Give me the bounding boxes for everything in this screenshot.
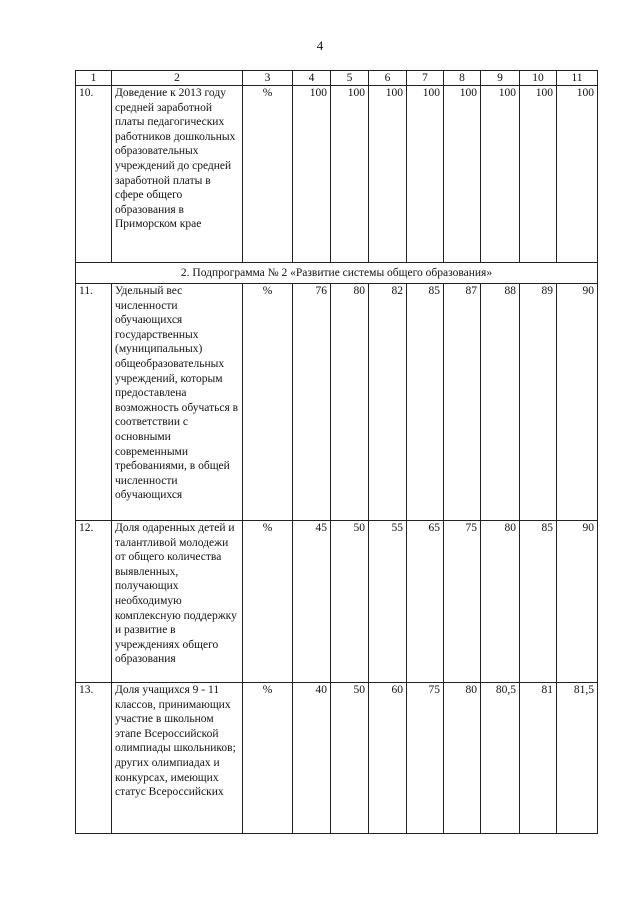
value-cell: 85 xyxy=(407,284,444,521)
header-cell: 8 xyxy=(444,71,481,86)
value-cell: 100 xyxy=(481,86,520,263)
value-cell: 45 xyxy=(293,521,331,683)
indicator-name: Доля одаренных детей и талантливой молодежи от общего количества выявленных, получающих необходимую комплексную поддержку и развитие в учреждениях общего образования xyxy=(112,521,243,683)
row-number: 13. xyxy=(76,683,112,834)
header-cell: 9 xyxy=(481,71,520,86)
indicator-name: Доведение к 2013 году средней заработной платы педагогических работников дошкольных образовательных учреждений до средней заработной платы в сфере общего образования в Приморском крае xyxy=(112,86,243,263)
value-cell: 50 xyxy=(331,521,369,683)
value-cell: 90 xyxy=(557,521,598,683)
unit-cell: % xyxy=(243,284,293,521)
row-number: 12. xyxy=(76,521,112,683)
value-cell: 50 xyxy=(331,683,369,834)
header-cell: 6 xyxy=(369,71,407,86)
header-cell: 1 xyxy=(76,71,112,86)
value-cell: 88 xyxy=(481,284,520,521)
value-cell: 100 xyxy=(557,86,598,263)
row-number: 11. xyxy=(76,284,112,521)
table-row xyxy=(76,521,598,683)
value-cell: 100 xyxy=(520,86,557,263)
page-number: 4 xyxy=(316,38,324,53)
row-number: 10. xyxy=(76,86,112,263)
table-row xyxy=(76,86,598,263)
value-cell: 80 xyxy=(481,521,520,683)
value-cell: 87 xyxy=(444,284,481,521)
header-cell: 2 xyxy=(112,71,243,86)
value-cell: 76 xyxy=(293,284,331,521)
header-cell: 5 xyxy=(331,71,369,86)
value-cell: 75 xyxy=(407,683,444,834)
value-cell: 100 xyxy=(369,86,407,263)
unit-cell: % xyxy=(243,683,293,834)
indicator-name: Удельный вес численности обучающихся государственных (муниципальных) общеобразовательных учреждений, которым предоставлена возможность обучаться в соответствии с основными современными требованиями, в общей численности обучающихся xyxy=(112,284,243,521)
value-cell: 80 xyxy=(331,284,369,521)
header-cell: 3 xyxy=(243,71,293,86)
value-cell: 90 xyxy=(557,284,598,521)
value-cell: 100 xyxy=(293,86,331,263)
value-cell: 80 xyxy=(444,683,481,834)
header-cell: 4 xyxy=(293,71,331,86)
value-cell: 60 xyxy=(369,683,407,834)
indicator-name: Доля учащихся 9 - 11 классов, принимающих участие в школьном этапе Всероссийской олимпиады школьников; других олимпиадах и конкурсах, имеющих статус Всероссийских xyxy=(112,683,243,834)
table-row xyxy=(76,683,598,834)
unit-cell: % xyxy=(243,86,293,263)
value-cell: 81 xyxy=(520,683,557,834)
section-title: 2. Подпрограмма № 2 «Развитие системы общего образования» xyxy=(76,263,598,284)
header-cell: 7 xyxy=(407,71,444,86)
value-cell: 75 xyxy=(444,521,481,683)
value-cell: 81,5 xyxy=(557,683,598,834)
value-cell: 100 xyxy=(407,86,444,263)
value-cell: 85 xyxy=(520,521,557,683)
indicators-table xyxy=(75,70,598,834)
value-cell: 65 xyxy=(407,521,444,683)
value-cell: 80,5 xyxy=(481,683,520,834)
value-cell: 89 xyxy=(520,284,557,521)
header-cell: 11 xyxy=(557,71,598,86)
table-row xyxy=(76,284,598,521)
value-cell: 100 xyxy=(444,86,481,263)
value-cell: 40 xyxy=(293,683,331,834)
section-row xyxy=(76,263,598,284)
value-cell: 82 xyxy=(369,284,407,521)
header-cell: 10 xyxy=(520,71,557,86)
value-cell: 100 xyxy=(331,86,369,263)
table-header-row xyxy=(76,71,598,86)
unit-cell: % xyxy=(243,521,293,683)
value-cell: 55 xyxy=(369,521,407,683)
